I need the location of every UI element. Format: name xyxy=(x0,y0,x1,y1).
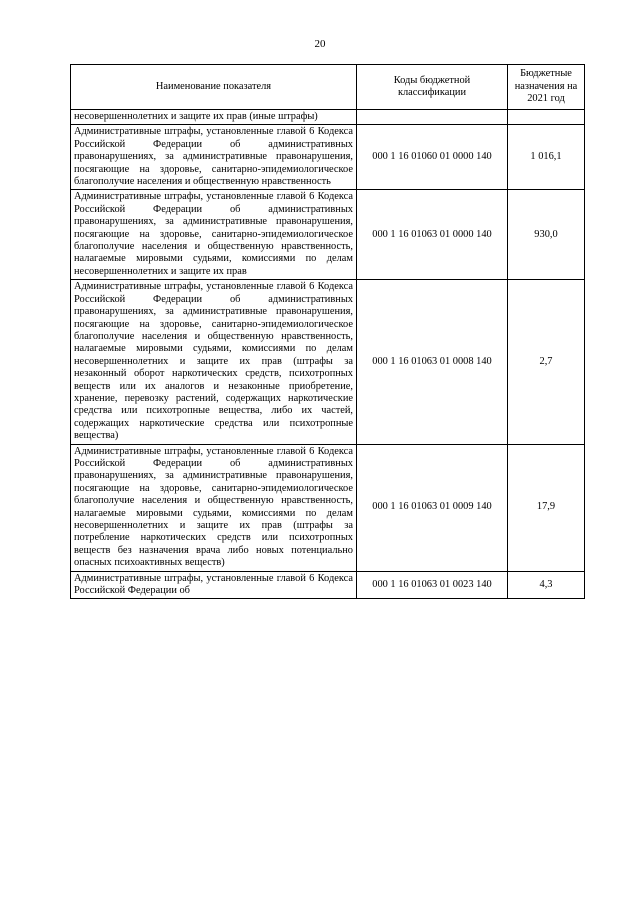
table-row xyxy=(71,571,585,599)
row-amount: 4,3 xyxy=(508,571,585,599)
row-code: 000 1 16 01063 01 0008 140 xyxy=(357,280,508,444)
row-amount: 17,9 xyxy=(508,444,585,571)
table-row xyxy=(71,190,585,280)
row-code xyxy=(357,110,508,125)
row-name: Административные штрафы, установленные главой 6 Кодекса Российской Федерации об административных правонарушениях, за административные правонарушения, посягающие на здоровье, санитарно-эпидемиологическое благополучие населения и общественную нравственность, налагаемые мировыми судьями, комиссиями по делам несовершеннолетних и защите их прав (штрафы за потребление наркотических средств или психотропных веществ без назначения врача либо новых потенциально опасных психоактивных веществ) xyxy=(71,444,357,571)
table-row xyxy=(71,110,585,125)
row-name: Административные штрафы, установленные главой 6 Кодекса Российской Федерации об административных правонарушениях, за административные правонарушения, посягающие на здоровье, санитарно-эпидемиологическое благополучие населения и общественную нравственность, налагаемые мировыми судьями, комиссиями по делам несовершеннолетних и защите их прав xyxy=(71,190,357,280)
table-row xyxy=(71,280,585,444)
table-row xyxy=(71,444,585,571)
table-header-row xyxy=(71,65,585,110)
row-amount xyxy=(508,110,585,125)
row-amount: 1 016,1 xyxy=(508,125,585,190)
table-row xyxy=(71,125,585,190)
row-code: 000 1 16 01063 01 0000 140 xyxy=(357,190,508,280)
row-code: 000 1 16 01060 01 0000 140 xyxy=(357,125,508,190)
row-code: 000 1 16 01063 01 0009 140 xyxy=(357,444,508,571)
row-amount: 2,7 xyxy=(508,280,585,444)
row-amount: 930,0 xyxy=(508,190,585,280)
header-amount: Бюджетные назначения на 2021 год xyxy=(508,65,585,110)
row-name: Административные штрафы, установленные главой 6 Кодекса Российской Федерации об административных правонарушениях, за административные правонарушения, посягающие на здоровье, санитарно-эпидемиологическое благополучие населения и общественную нравственность xyxy=(71,125,357,190)
row-name: Административные штрафы, установленные главой 6 Кодекса Российской Федерации об административных правонарушениях, за административные правонарушения, посягающие на здоровье, санитарно-эпидемиологическое благополучие населения и общественную нравственность, налагаемые мировыми судьями, комиссиями по делам несовершеннолетних и защите их прав (штрафы за незаконный оборот наркотических средств, психотропных веществ или их аналогов и незаконные приобретение, хранение, перевозку растений, содержащих наркотические средства или психотропные вещества, либо их частей, содержащих наркотические средства или психотропные вещества) xyxy=(71,280,357,444)
header-code: Коды бюджетной классификации xyxy=(357,65,508,110)
budget-table xyxy=(70,64,585,599)
header-name: Наименование показателя xyxy=(71,65,357,110)
row-code: 000 1 16 01063 01 0023 140 xyxy=(357,571,508,599)
row-name: несовершеннолетних и защите их прав (иные штрафы) xyxy=(71,110,357,125)
row-name: Административные штрафы, установленные главой 6 Кодекса Российской Федерации об xyxy=(71,571,357,599)
page-number: 20 xyxy=(314,38,326,50)
